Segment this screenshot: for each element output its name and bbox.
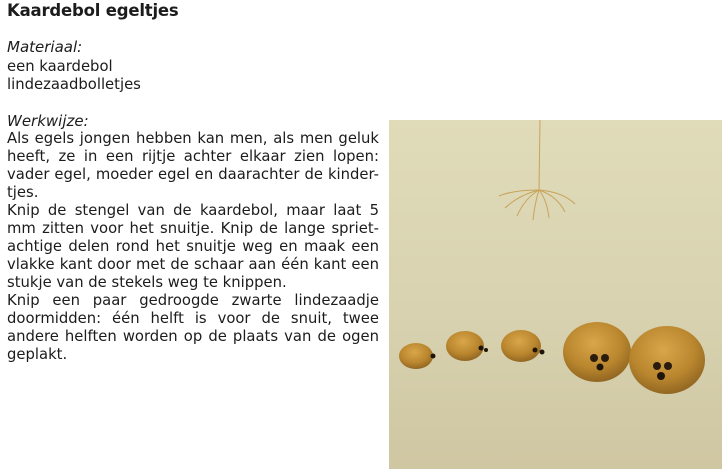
materiaal-item: een kaardebol bbox=[7, 58, 113, 75]
instruction-line: heeft, ze in een rijtje achter elkaar zien lopen: bbox=[7, 148, 379, 165]
instruction-line: tjes. bbox=[7, 184, 39, 201]
hedgehog-father bbox=[629, 326, 705, 394]
instruction-line: vlakke kant door met de schaar aan één kant een bbox=[7, 256, 379, 273]
instruction-line: Knip een paar gedroogde zwarte lindezaadje bbox=[7, 292, 379, 309]
hedgehog-photo bbox=[389, 120, 722, 469]
photo-background bbox=[389, 120, 722, 469]
hedgehog-mother bbox=[563, 322, 631, 382]
instruction-line: doormidden: één helft is voor de snuit, twee bbox=[7, 310, 379, 327]
hedgehog-photo-illustration bbox=[389, 120, 722, 469]
instruction-line: andere helften worden op de plaats van de ogen bbox=[7, 328, 379, 345]
instruction-line: achtige delen rond het snuitje weg en maak een bbox=[7, 238, 379, 255]
instruction-line: Als egels jongen hebben kan men, als men geluk bbox=[7, 130, 379, 147]
instruction-line: Knip de stengel van de kaardebol, maar laat 5 bbox=[7, 202, 379, 219]
werkwijze-heading: Werkwijze: bbox=[7, 112, 89, 130]
instruction-line: geplakt. bbox=[7, 346, 68, 363]
materiaal-item: lindezaadbolletjes bbox=[7, 76, 141, 93]
page-title: Kaardebol egeltjes bbox=[7, 1, 179, 20]
instruction-line: mm zitten voor het snuitje. Knip de lange spriet- bbox=[7, 220, 379, 237]
instruction-line: stukje van de stekels weg te knippen. bbox=[7, 274, 287, 291]
instruction-line: vader egel, moeder egel en daarachter de kinder- bbox=[7, 166, 379, 183]
materiaal-heading: Materiaal: bbox=[7, 38, 83, 56]
